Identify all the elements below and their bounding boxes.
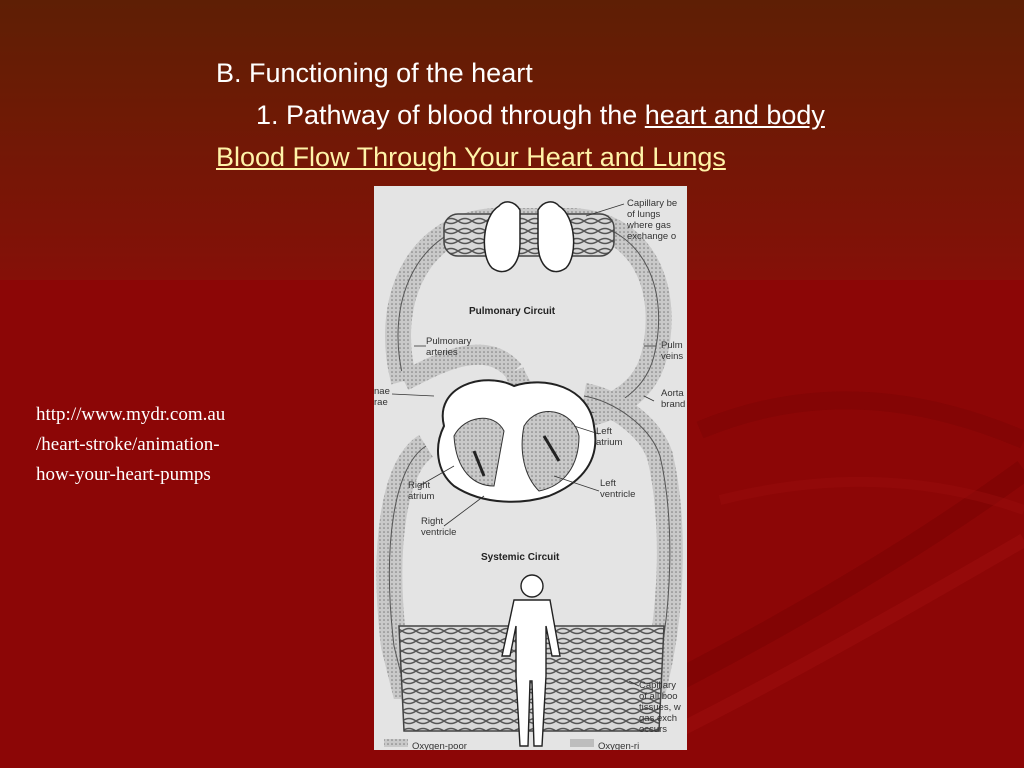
heading-line-3 — [216, 136, 1006, 178]
left-ventricle-label: Left ventricle — [600, 478, 636, 500]
heart-and-body-link[interactable]: heart and body — [644, 100, 825, 130]
left-atrium-label: Left atrium — [596, 426, 623, 448]
oxygen-rich-legend: Oxygen-ri — [598, 741, 640, 750]
oxygen-poor-legend: Oxygen-poor — [412, 741, 467, 750]
pulmonary-arteries-label: Pulmonary arteries — [426, 336, 472, 358]
pulmonary-veins-label: Pulm veins — [661, 340, 684, 362]
source-url-line: how-your-heart-pumps — [36, 464, 211, 485]
capillary-lungs-label: Capillary be of lungs where gas exchange o — [627, 198, 678, 242]
aorta-branches-label: Aorta brand — [661, 388, 686, 410]
source-url-line: /heart-stroke/animation- — [36, 434, 220, 455]
pulmonary-circuit-label: Pulmonary Circuit — [469, 306, 556, 317]
systemic-circuit-label: Systemic Circuit — [481, 552, 560, 563]
capillary-body-label: Capillary of all boo tissues, w gas exch occurs — [639, 680, 681, 735]
blood-flow-link[interactable]: Blood Flow Through Your Heart and Lungs — [216, 142, 726, 172]
right-ventricle-label: Right ventricle — [421, 516, 457, 538]
circulation-diagram — [374, 186, 687, 750]
right-atrium-label: Right atrium — [408, 480, 435, 502]
source-url[interactable] — [36, 400, 336, 490]
heading-line-2-text: 1. Pathway of blood through the — [256, 100, 645, 130]
source-url-line: http://www.mydr.com.au — [36, 404, 226, 425]
heading-line-1: B. Functioning of the heart — [216, 58, 533, 88]
venae-cavae-label: nae rae — [374, 386, 390, 408]
lung-capillary-bed — [444, 214, 614, 256]
heading-line-2 — [216, 94, 1006, 136]
slide-heading — [216, 52, 1006, 178]
